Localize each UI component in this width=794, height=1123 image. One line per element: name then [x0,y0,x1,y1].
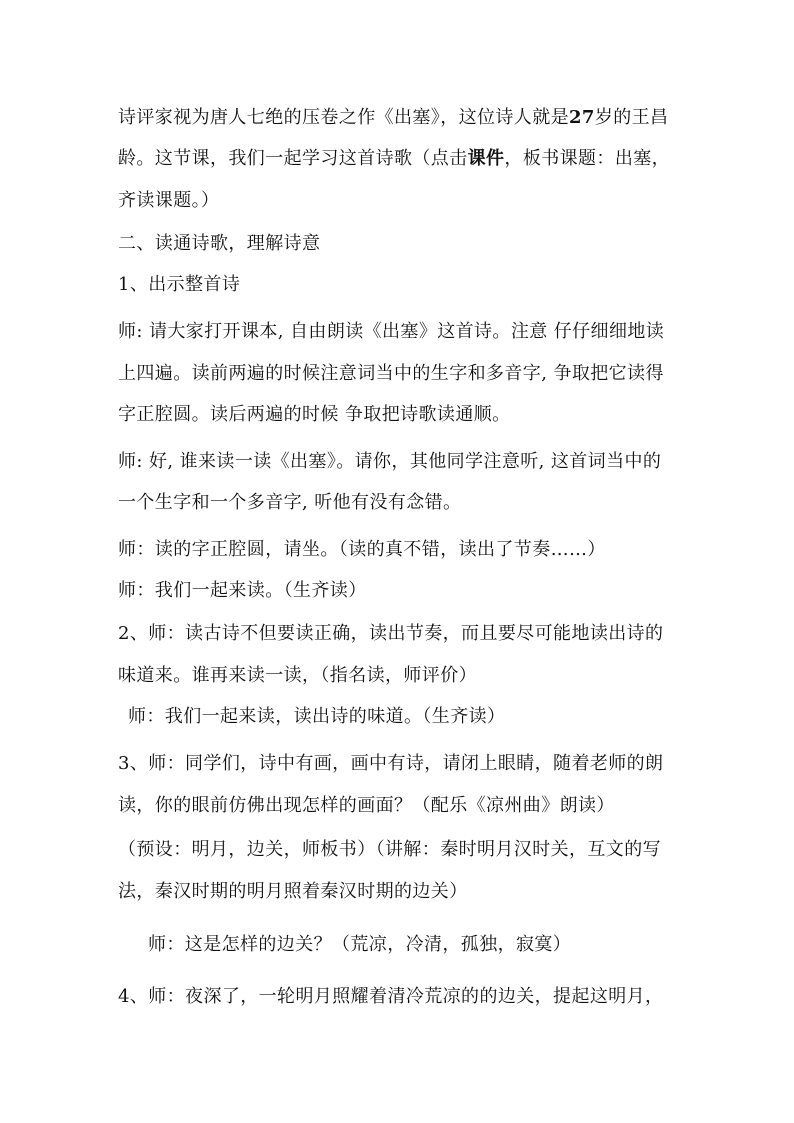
text-segment: 字正腔圆。读后两遍的时候 争取把诗歌读通顺。 [118,404,511,425]
text-segment: 师：我们一起来读。（生齐读） [118,580,367,601]
text-segment: （预设：明月，边关，师板书）（讲解：秦时明月汉时关，互文的写 [118,839,661,860]
text-segment: 3、师：同学们，诗中有画，画中有诗，请闭上眼睛，随着老师的朗 [118,753,664,774]
text-segment: 岁的王昌 [594,107,669,128]
text-line [118,403,511,427]
text-line [118,106,668,130]
text-line [118,579,367,603]
text-line [118,273,240,297]
text-line [148,933,571,957]
text-segment: 读，你的眼前仿佛出现怎样的画面？（配乐《凉州曲》朗读） [118,795,615,816]
text-segment: 龄。这节课，我们一起学习这首诗歌（点击 [118,148,468,169]
text-segment: 师: 请大家打开课本, 自由朗读《出塞》这首诗。注意 仔仔细细地读 [118,321,665,342]
text-line [118,664,477,688]
text-segment: 齐读课题。） [118,190,220,211]
text-line [118,450,661,474]
text-line [128,705,505,729]
text-segment: 诗评家视为唐人七绝的压卷之作《出塞》，这位诗人就是 [118,107,569,128]
text-line [118,189,219,213]
text-segment: 师：这是怎样的边关？（荒凉，冷清，孤独，寂寞） [148,934,572,955]
text-line [118,147,670,171]
text-line [118,232,320,256]
bold-text-segment: 27 [569,107,595,128]
text-segment: 法，秦汉时期的明月照着秦汉时期的边关） [118,881,468,902]
text-line [118,985,663,1009]
text-segment: 师：读的字正腔圆，请坐。（读的真不错，读出了节奏……） [118,539,606,560]
text-segment: 味道来。谁再来读一读，（指名读，师评价） [118,665,477,686]
text-line [118,794,615,818]
text-line [118,320,664,344]
text-segment: 1、出示整首诗 [118,274,241,295]
text-line [118,838,661,862]
text-segment: 2、师：读古诗不但要读正确，读出节奏，而且要尽可能地读出诗的 [118,623,664,644]
text-line [118,880,468,904]
text-segment: 上四遍。读前两遍的时候注意词当中的生字和多音字, 争取把它读得 [118,363,664,384]
text-segment: 4、师：夜深了，一轮明月照耀着清冷荒凉的的边关，提起这明月， [118,986,664,1007]
text-segment: 师：我们一起来读，读出诗的味道。（生齐读） [128,706,506,727]
text-line [118,538,606,562]
text-line [118,491,461,515]
text-line [118,362,664,386]
text-line [118,752,663,776]
text-segment: ，板书课题：出塞， [504,148,671,169]
text-segment: 师: 好, 谁来读一读《出塞》。请你，其他同学注意听, 这首词当中的 [118,451,662,472]
text-line [118,622,663,646]
text-segment: 一个生字和一个多音字, 听他有没有念错。 [118,492,462,513]
text-segment: 二、读通诗歌，理解诗意 [118,233,321,254]
bold-text-segment: 课件 [467,148,505,169]
